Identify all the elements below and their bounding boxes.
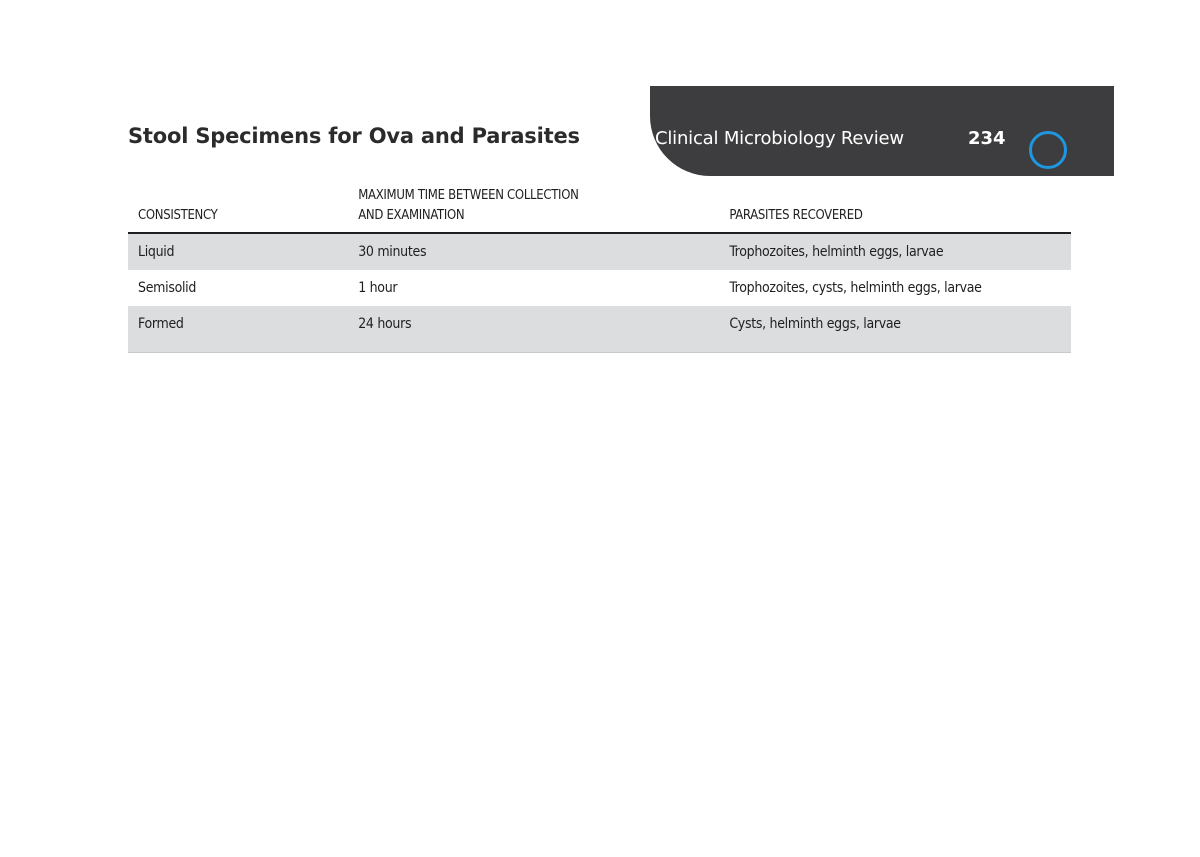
- cell-parasites: Trophozoites, cysts, helminth eggs, larvae: [729, 280, 982, 296]
- cell-time: 30 minutes: [348, 233, 719, 270]
- column-header-max-time: [348, 186, 719, 233]
- cell-consistency: Semisolid: [138, 280, 197, 296]
- cell-consistency: Formed: [128, 306, 348, 352]
- page-number: 234: [968, 128, 1006, 149]
- cell-consistency: Liquid: [128, 233, 348, 270]
- table-header-row: [128, 186, 1071, 233]
- cell-parasites: Cysts, helminth eggs, larvae: [719, 306, 1071, 352]
- column-header-parasites: [719, 186, 1071, 233]
- book-title: Clinical Microbiology Review: [655, 128, 904, 149]
- cell-time: 1 hour: [358, 280, 398, 296]
- column-header-line: AND EXAMINATION: [358, 208, 465, 223]
- column-header-line: MAXIMUM TIME BETWEEN COLLECTION: [358, 188, 579, 203]
- column-header-line: CONSISTENCY: [138, 208, 218, 223]
- table-row: [128, 233, 1071, 270]
- column-header-line: PARASITES RECOVERED: [729, 208, 863, 223]
- page-title: Stool Specimens for Ova and Parasites: [128, 124, 580, 148]
- table-row: [128, 270, 1071, 306]
- parasites-table: [128, 186, 1071, 353]
- ring-icon: [1029, 131, 1067, 169]
- cell-parasites: Trophozoites, helminth eggs, larvae: [719, 233, 1071, 270]
- cell-time: 24 hours: [348, 306, 719, 352]
- table-row: [128, 306, 1071, 352]
- column-header-consistency: [128, 186, 348, 233]
